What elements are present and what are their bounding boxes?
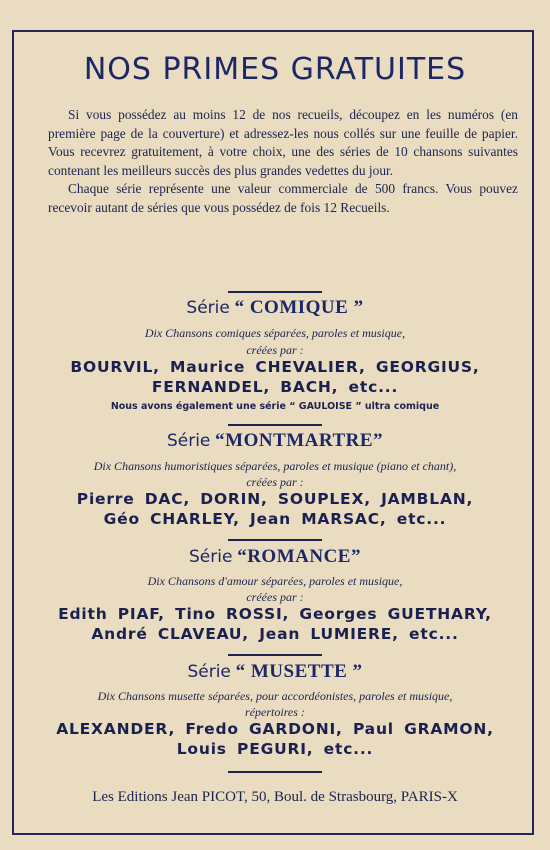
page-title: NOS PRIMES GRATUITES — [83, 52, 467, 87]
serie-montmartre-artists-line1: Pierre DAC, DORIN, SOUPLEX, JAMBLAN, — [76, 490, 474, 508]
serie-romance-creees: créées par : — [246, 590, 304, 604]
serie-montmartre-creees: créées par : — [246, 475, 304, 489]
serie-musette-artists-line2: Louis PEGURI, etc... — [176, 740, 374, 758]
serie-comique-description: Dix Chansons comiques séparées, paroles et musique, — [144, 326, 406, 340]
divider-rule — [228, 539, 322, 541]
serie-montmartre-artists-line2: Géo CHARLEY, Jean MARSAC, etc... — [103, 510, 447, 528]
serie-musette-repertoires: répertoires : — [245, 705, 305, 719]
serie-musette-artists-line1: ALEXANDER, Fredo GARDONI, Paul GRAMON, — [56, 720, 494, 738]
serie-name: “ MUSETTE ” — [235, 661, 363, 682]
intro-text — [48, 106, 518, 217]
serie-name: “ROMANCE” — [237, 546, 361, 567]
divider-rule — [228, 291, 322, 293]
serie-comique-title — [0, 297, 550, 319]
divider-rule — [228, 771, 322, 773]
serie-romance-artists-line2: André CLAVEAU, Jean LUMIERE, etc... — [91, 625, 459, 643]
serie-word: Série — [189, 547, 233, 567]
serie-montmartre-description: Dix Chansons humoristiques séparées, paroles et musique (piano et chant), — [93, 459, 457, 473]
serie-romance-description: Dix Chansons d'amour séparées, paroles et musique, — [147, 574, 403, 588]
serie-comique-creees: créées par : — [246, 343, 304, 357]
divider-rule — [228, 424, 322, 426]
intro-paragraph-1: Si vous possédez au moins 12 de nos recueils, découpez en les numéros (en première page de la couverture) et adressez-les nous collés sur une feuille de papier. Vous recevrez gratuitement, à votre choix, une des séries de 10 chansons suivantes contenant les meilleurs succès des plus grandes vedettes du jour. — [48, 107, 518, 178]
serie-word: Série — [166, 431, 211, 451]
serie-comique-artists-line1: BOURVIL, Maurice CHEVALIER, GEORGIUS, — [70, 358, 480, 376]
serie-romance-artists-line1: Edith PIAF, Tino ROSSI, Georges GUETHARY, — [58, 605, 492, 623]
serie-romance-title — [0, 546, 550, 568]
serie-musette-title — [0, 661, 550, 683]
serie-montmartre-title — [0, 430, 550, 452]
publisher-footer: Les Editions Jean PICOT, 50, Boul. de Strasbourg, PARIS-X — [92, 789, 458, 805]
intro-paragraph-2: Chaque série représente une valeur commerciale de 500 francs. Vous pouvez recevoir autant de séries que vous possédez de fois 12 Recueils. — [48, 181, 518, 215]
serie-gauloise-note: Nous avons également une série “ GAULOISE ” ultra comique — [110, 401, 440, 412]
serie-comique-artists-line2: FERNANDEL, BACH, etc... — [151, 378, 399, 396]
serie-musette-description: Dix Chansons musette séparées, pour accordéonistes, paroles et musique, — [97, 689, 453, 703]
divider-rule — [228, 654, 322, 656]
serie-name: “MONTMARTRE” — [215, 430, 384, 451]
serie-word: Série — [186, 298, 230, 318]
serie-word: Série — [187, 662, 231, 682]
serie-name: “ COMIQUE ” — [234, 297, 364, 318]
